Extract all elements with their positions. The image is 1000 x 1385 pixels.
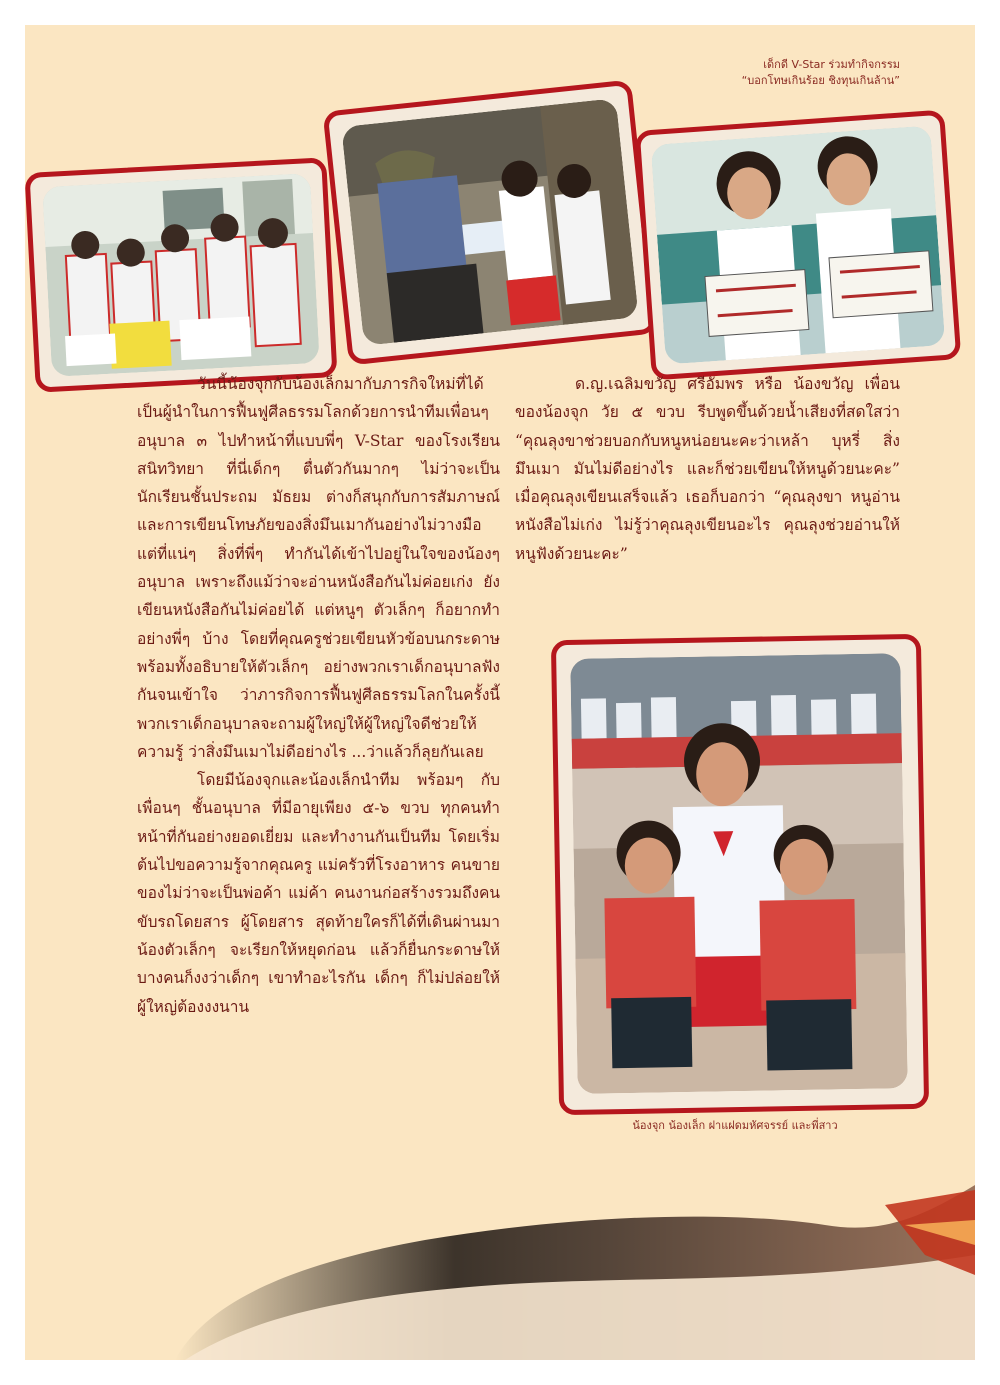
top-photo-caption	[680, 57, 900, 89]
photo-frame-large	[551, 634, 929, 1115]
top-caption-line1: เด็กดี V-Star ร่วมทำกิจกรรม	[763, 58, 900, 71]
photo-children-with-papers	[42, 173, 320, 377]
magazine-page	[25, 25, 975, 1360]
right-paragraph-1: ด.ญ.เฉลิมขวัญ ศรีอัมพร หรือ น้องขวัญ เพื่อนของน้องจุก วัย ๕ ขวบ รีบพูดขึ้นด้วยน้ำเสียงที่สดใสว่า “คุณลุงขาช่วยบอกกับหนูหน่อยนะคะว่าเหล้า บุหรี่ สิ่งมึนเมา มันไม่ดีอย่างไร และก็ช่วยเขียนให้หนูด้วยนะคะ” เมื่อคุณลุงเขียนเสร็จแล้ว เธอก็บอกว่า “คุณลุงขา หนูอ่านหนังสือไม่เก่ง ไม่รู้ว่าคุณลุงเขียนอะไร คุณลุงช่วยอ่านให้หนูฟังด้วยนะคะ”	[515, 375, 900, 563]
left-text-column	[137, 370, 500, 1021]
photo-man-writing-for-children	[341, 98, 638, 346]
decorative-brush-stroke	[25, 1185, 975, 1360]
right-text-column	[515, 370, 900, 568]
photo-frame-1	[25, 157, 338, 393]
photo-frame-3	[635, 109, 962, 380]
large-photo-caption: น้องจุก น้องเล็ก ฝาแฝดมหัศจรรย์ และพี่สาว	[632, 1119, 838, 1132]
photo-girls-holding-signs	[651, 126, 946, 365]
left-paragraph-1: วันนี้น้องจุกกับน้องเล็กมากับภารกิจใหม่ที่ได้เป็นผู้นำในการฟื้นฟูศีลธรรมโลกด้วยการนำทีมเพื่อนๆ อนุบาล ๓ ไปทำหน้าที่แบบพี่ๆ V-Star ของโรงเรียนสนิทวิทยา ที่นี่เด็กๆ ตื่นตัวกันมากๆ ไม่ว่าจะเป็นนักเรียนชั้นประถม มัธยม ต่างก็สนุกกับการสัมภาษณ์และการเขียนโทษภัยของสิ่งมึนเมากันอย่างไม่วางมือ แต่ที่แน่ๆ สิ่งที่พี่ๆ ทำกันได้เข้าไปอยู่ในใจของน้องๆ อนุบาล เพราะถึงแม้ว่าจะอ่านหนังสือกันไม่ค่อยเก่ง ยังเขียนหนังสือกันไม่ค่อยได้ แต่หนูๆ ตัวเล็กๆ ก็อยากทำอย่างพี่ๆ บ้าง โดยที่คุณครูช่วยเขียนหัวข้อบนกระดาษ พร้อมทั้งอธิบายให้ตัวเล็กๆ อย่างพวกเราเด็กอนุบาลฟังกันจนเข้าใจ ว่าภารกิจการฟื้นฟูศีลธรรมโลกในครั้งนี้ พวกเราเด็กอนุบาลจะถามผู้ใหญ่ให้ผู้ใหญ่ใจดีช่วยให้ความรู้ ว่าสิ่งมึนเมาไม่ดีอย่างไร ...ว่าแล้วก็ลุยกันเลย	[137, 375, 500, 761]
photo-frame-2	[323, 79, 658, 365]
top-caption-line2: “บอกโทษเกินร้อย ชิงทุนเกินล้าน”	[741, 74, 900, 87]
photo-twins-and-sister	[570, 653, 908, 1094]
left-paragraph-2: โดยมีน้องจุกและน้องเล็กนำทีม พร้อมๆ กับเพื่อนๆ ชั้นอนุบาล ที่มีอายุเพียง ๕-๖ ขวบ ทุกคนทำหน้าที่กันอย่างยอดเยี่ยม และทำงานกันเป็นทีม โดยเริ่มต้นไปขอความรู้จากคุณครู แม่ครัวที่โรงอาหาร คนขายของไม่ว่าจะเป็นพ่อค้า แม่ค้า คนงานก่อสร้างรวมถึงคนขับรถโดยสาร ผู้โดยสาร สุดท้ายใครก็ได้ที่เดินผ่านมาน้องตัวเล็กๆ จะเรียกให้หยุดก่อน แล้วก็ยื่นกระดาษให้ บางคนก็งงว่าเด็กๆ เขาทำอะไรกัน เด็กๆ ก็ไม่ปล่อยให้ผู้ใหญ่ต้องงงนาน	[137, 771, 500, 1016]
